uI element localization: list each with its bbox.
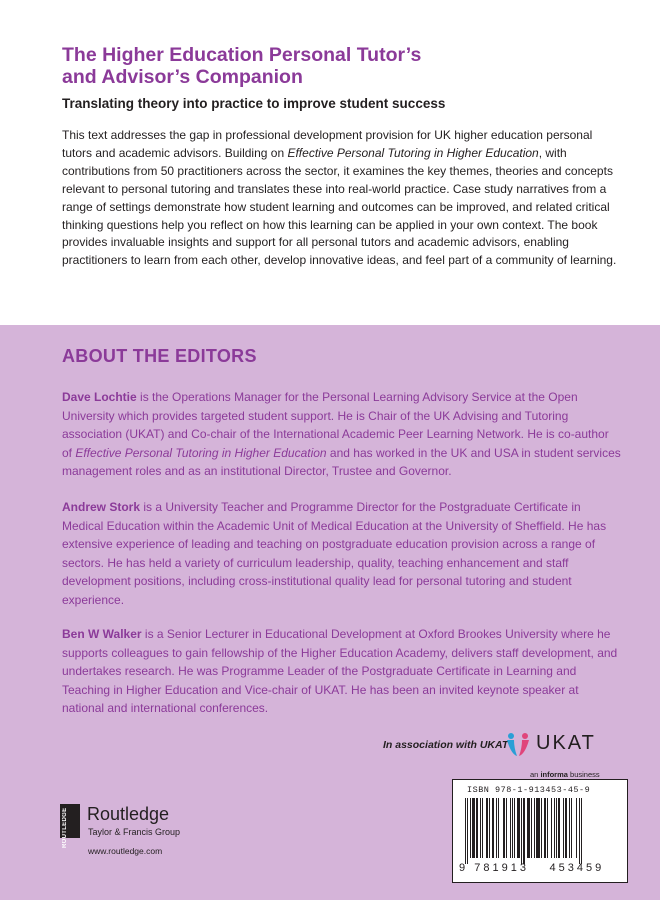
barcode-bar [498,798,499,858]
barcode-bar [534,798,535,858]
book-title-line-2: and Advisor’s Companion [62,66,303,88]
routledge-mark-icon [60,804,80,848]
barcode-bar [544,798,546,858]
barcode-bar [496,798,497,858]
barcode-bar [503,798,505,858]
bio-text: and has worked in the UK and USA in student services management roles and as an institutional Director, Trustee and Governor. [62,445,621,479]
barcode-digits [459,862,623,874]
editor-bio-stork [62,498,622,610]
barcode-bar [565,798,567,858]
publisher-name: Routledge [87,804,170,824]
description-part-1: This text addresses the gap in professional development provision for UK higher education personal tutors and academic advisors. Building on [62,128,593,160]
isbn-barcode [452,779,628,883]
ukat-logo-text: UKAT [536,732,596,754]
editor-name: Ben W Walker [62,627,142,641]
informa-business-label [530,770,600,779]
barcode-digit-group-right: 453459 [549,862,605,874]
barcode-bar [470,798,471,858]
publisher-group: Taylor & Francis Group [88,827,181,837]
editor-bio-lochtie [62,388,622,481]
barcode-bar [521,798,522,864]
barcode-bar [531,798,532,858]
informa-suffix: business [567,770,600,779]
barcode-bar [551,798,552,858]
barcode-bar [523,798,525,864]
book-title-line-1: The Higher Education Personal Tutor’s [62,44,422,66]
barcode-bar [514,798,515,858]
barcode-digit-lead: 9 [459,862,466,874]
barcode-bar [554,798,555,858]
about-editors-panel [0,325,660,900]
bio-text: is a Senior Lecturer in Educational Development at Oxford Brookes University where he supports colleagues to gain fellowship of the Higher Education Academy, delivers staff development, and undertakes research. He was Programme Leader of the Postgraduate Certificate in Learning and Teaching in Higher Education and Vice-chair of UKAT. He has been an invited keynote speaker at national and international conferences. [62,627,618,716]
barcode-bars [459,798,619,866]
barcode-bar [541,798,542,858]
barcode-bar [512,798,513,858]
barcode-bar [482,798,483,858]
barcode-bar [527,798,530,858]
barcode-bar [492,798,494,858]
bio-text: is the Operations Manager for the Personal Learning Advisory Service at the Open University which provides targeted student support. He is Chair of the UK Advising and Tutoring association (UKAT) and Co-chair of the International Academic Peer Learning Network. He is co-author of [62,390,609,460]
barcode-bar [579,798,580,864]
book-description [62,127,622,270]
book-subtitle: Translating theory into practice to improve student success [62,96,446,111]
bio-book-title: Effective Personal Tutoring in Higher Education [75,445,327,460]
cover-top-section [0,0,660,325]
barcode-bar [576,798,577,858]
editor-name: Andrew Stork [62,500,141,514]
barcode-bar [510,798,511,858]
about-editors-heading: ABOUT THE EDITORS [62,346,257,366]
barcode-bar [581,798,582,864]
editor-bio-walker [62,625,622,718]
routledge-mark-text: ROUTLEDGE [62,807,68,848]
barcode-bar [467,798,468,864]
description-part-3: , with contributions from 50 practitioners across the sector, it examines the key themes, theories and concepts relevant to personal tutoring and translates these into real-world practice. Case study narratives from a range of settings demonstrate how student learning and outcomes can be improved, and related critical thinking questions help you reflect on how this learning can be applied in your own context. The book provides invaluable insights and support for all personal tutors and academic advisors, enabling practitioners to learn from each other, develop innovative ideas, and feel part of a community of learning. [62,145,617,268]
barcode-bar [480,798,481,858]
barcode-bar [556,798,557,858]
description-part-2: Effective Personal Tutoring in Higher Education [287,145,539,160]
routledge-logo [60,792,260,856]
book-title [62,44,622,88]
barcode-bar [506,798,507,858]
barcode-bar [476,798,478,858]
barcode-bar [547,798,548,858]
barcode-bar [472,798,475,858]
informa-prefix: an [530,770,541,779]
barcode-bar [563,798,564,858]
bio-text: is a University Teacher and Programme Director for the Postgraduate Certificate in Medical Education within the Academic Unit of Medical Education at the University of Sheffield. He has extensive experience of leading and teaching on postgraduate education provision across a range of sectors. He has held a variety of curriculum leadership, quality, teaching enhancement and staff development positions, including cross-institutional quality lead for personal tutoring and student experience. [62,500,607,607]
barcode-bar [486,798,488,858]
publisher-url: www.routledge.com [88,846,163,856]
barcode-bar [489,798,490,858]
barcode-bar [569,798,570,858]
barcode-digit-group-left: 781913 [474,862,529,874]
barcode-bar [465,798,466,864]
editor-name: Dave Lochtie [62,390,137,404]
barcode-bar [571,798,572,858]
barcode-bar [536,798,540,858]
association-label: In association with UKAT [383,739,509,751]
isbn-label: ISBN 978-1-913453-45-9 [467,785,591,795]
barcode-bar [517,798,520,858]
barcode-bar [558,798,560,858]
informa-brand: informa [540,770,568,779]
